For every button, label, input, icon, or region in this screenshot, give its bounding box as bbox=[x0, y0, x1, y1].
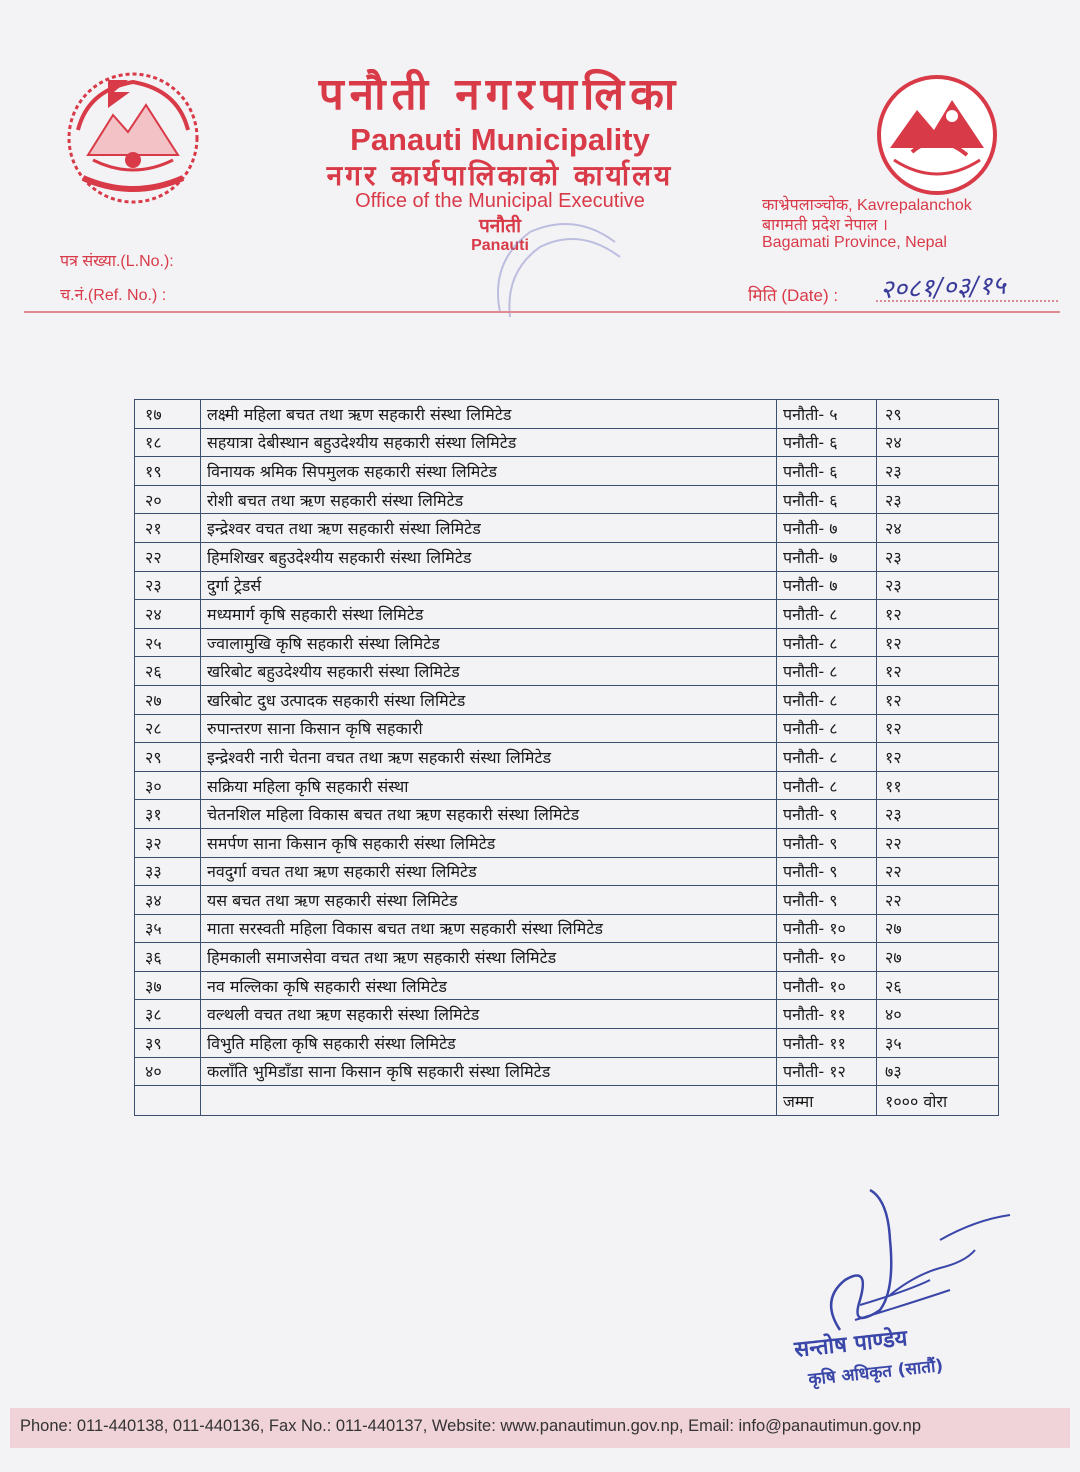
organization-name-cell: इन्द्रेश्वर वचत तथा ऋण सहकारी संस्था लिमिटेड bbox=[201, 514, 777, 543]
municipality-name-nepali: पनौती नगरपालिका bbox=[318, 69, 682, 120]
organization-name-cell: समर्पण साना किसान कृषि सहकारी संस्था लिमिटेड bbox=[201, 828, 777, 857]
quantity-cell: २२ bbox=[877, 886, 999, 915]
address-province-english: Bagamati Province, Nepal bbox=[762, 234, 947, 251]
serial-number-cell: १७ bbox=[135, 400, 201, 429]
address-district: काभ्रेपलाञ्चोक, Kavrepalanchok bbox=[762, 197, 972, 214]
organization-name-cell: नव मल्लिका कृषि सहकारी संस्था लिमिटेड bbox=[201, 971, 777, 1000]
organization-name-cell: नवदुर्गा वचत तथा ऋण सहकारी संस्था लिमिटेड bbox=[201, 857, 777, 886]
organization-name-cell: हिमकाली समाजसेवा वचत तथा ऋण सहकारी संस्था लिमिटेड bbox=[201, 943, 777, 972]
office-name-english: Office of the Municipal Executive bbox=[355, 190, 645, 212]
quantity-cell: २४ bbox=[877, 428, 999, 457]
serial-number-cell: २२ bbox=[135, 542, 201, 571]
total-empty-cell bbox=[135, 1086, 201, 1116]
total-label-cell: जम्मा bbox=[777, 1086, 877, 1116]
table-row bbox=[135, 685, 999, 714]
serial-number-cell: ३२ bbox=[135, 828, 201, 857]
serial-number-cell: ३६ bbox=[135, 943, 201, 972]
table-row bbox=[135, 400, 999, 429]
quantity-cell: २९ bbox=[877, 400, 999, 429]
quantity-cell: २३ bbox=[877, 457, 999, 486]
ward-cell: पनौती- ११ bbox=[777, 1029, 877, 1058]
organization-name-cell: रुपान्तरण साना किसान कृषि सहकारी bbox=[201, 714, 777, 743]
table-row bbox=[135, 743, 999, 772]
table-row bbox=[135, 485, 999, 514]
letterhead-divider bbox=[24, 311, 1060, 313]
quantity-cell: ३५ bbox=[877, 1029, 999, 1058]
table-row bbox=[135, 1029, 999, 1058]
organization-name-cell: वल्थली वचत तथा ऋण सहकारी संस्था लिमिटेड bbox=[201, 1000, 777, 1029]
organization-name-cell: यस बचत तथा ऋण सहकारी संस्था लिमिटेड bbox=[201, 886, 777, 915]
organization-name-cell: माता सरस्वती महिला विकास बचत तथा ऋण सहकारी संस्था लिमिटेड bbox=[201, 914, 777, 943]
table-row bbox=[135, 571, 999, 600]
ward-cell: पनौती- ५ bbox=[777, 400, 877, 429]
table-row bbox=[135, 771, 999, 800]
serial-number-cell: १८ bbox=[135, 428, 201, 457]
quantity-cell: २३ bbox=[877, 542, 999, 571]
signatory-designation: कृषि अधिकृत (सातौं) bbox=[807, 1355, 945, 1391]
organization-name-cell: हिमशिखर बहुउदेश्यीय सहकारी संस्था लिमिटेड bbox=[201, 542, 777, 571]
total-row bbox=[135, 1086, 999, 1116]
table-row bbox=[135, 457, 999, 486]
ward-cell: पनौती- ८ bbox=[777, 600, 877, 629]
organization-name-cell: ज्वालामुखि कृषि सहकारी संस्था लिमिटेड bbox=[201, 628, 777, 657]
ward-cell: पनौती- ८ bbox=[777, 771, 877, 800]
ward-cell: पनौती- ९ bbox=[777, 857, 877, 886]
ward-cell: पनौती- ७ bbox=[777, 514, 877, 543]
serial-number-cell: ३४ bbox=[135, 886, 201, 915]
place-name-nepali: पनौती bbox=[478, 215, 521, 237]
organization-name-cell: लक्ष्मी महिला बचत तथा ऋण सहकारी संस्था लिमिटेड bbox=[201, 400, 777, 429]
ward-cell: पनौती- १२ bbox=[777, 1057, 877, 1086]
quantity-cell: ४० bbox=[877, 1000, 999, 1029]
serial-number-cell: २७ bbox=[135, 685, 201, 714]
total-empty-cell bbox=[201, 1086, 777, 1116]
table-row bbox=[135, 600, 999, 629]
organization-name-cell: मध्यमार्ग कृषि सहकारी संस्था लिमिटेड bbox=[201, 600, 777, 629]
ward-cell: पनौती- ८ bbox=[777, 657, 877, 686]
ward-cell: पनौती- ७ bbox=[777, 542, 877, 571]
distribution-table bbox=[134, 399, 998, 1116]
place-name-english: Panauti bbox=[471, 237, 529, 254]
signatory-name: सन्तोष पाण्डेय bbox=[793, 1326, 909, 1363]
table-row bbox=[135, 828, 999, 857]
ward-cell: पनौती- ८ bbox=[777, 743, 877, 772]
serial-number-cell: १९ bbox=[135, 457, 201, 486]
quantity-cell: २७ bbox=[877, 943, 999, 972]
organization-name-cell: इन्द्रेश्वरी नारी चेतना वचत तथा ऋण सहकारी संस्था लिमिटेड bbox=[201, 743, 777, 772]
table-row bbox=[135, 714, 999, 743]
quantity-cell: २२ bbox=[877, 828, 999, 857]
quantity-cell: १२ bbox=[877, 657, 999, 686]
quantity-cell: २२ bbox=[877, 857, 999, 886]
serial-number-cell: ३७ bbox=[135, 971, 201, 1000]
ward-cell: पनौती- १० bbox=[777, 914, 877, 943]
ward-cell: पनौती- ९ bbox=[777, 886, 877, 915]
office-seal-stamp-icon bbox=[480, 212, 630, 322]
ward-cell: पनौती- ९ bbox=[777, 828, 877, 857]
organization-name-cell: सक्रिया महिला कृषि सहकारी संस्था bbox=[201, 771, 777, 800]
municipality-name-english: Panauti Municipality bbox=[350, 122, 650, 157]
table-row bbox=[135, 886, 999, 915]
serial-number-cell: २३ bbox=[135, 571, 201, 600]
organization-name-cell: खरिबोट बहुउदेश्यीय सहकारी संस्था लिमिटेड bbox=[201, 657, 777, 686]
organization-name-cell: चेतनशिल महिला विकास बचत तथा ऋण सहकारी संस्था लिमिटेड bbox=[201, 800, 777, 829]
ward-cell: पनौती- ८ bbox=[777, 714, 877, 743]
quantity-cell: २३ bbox=[877, 800, 999, 829]
serial-number-cell: २९ bbox=[135, 743, 201, 772]
quantity-cell: १२ bbox=[877, 685, 999, 714]
serial-number-cell: २६ bbox=[135, 657, 201, 686]
quantity-cell: १२ bbox=[877, 628, 999, 657]
organization-name-cell: विभुति महिला कृषि सहकारी संस्था लिमिटेड bbox=[201, 1029, 777, 1058]
table-row bbox=[135, 943, 999, 972]
serial-number-cell: २८ bbox=[135, 714, 201, 743]
table-row bbox=[135, 971, 999, 1000]
serial-number-cell: २५ bbox=[135, 628, 201, 657]
table-row bbox=[135, 1057, 999, 1086]
quantity-cell: २६ bbox=[877, 971, 999, 1000]
table-row bbox=[135, 428, 999, 457]
quantity-cell: ७३ bbox=[877, 1057, 999, 1086]
table-row bbox=[135, 514, 999, 543]
table-row bbox=[135, 857, 999, 886]
ward-cell: पनौती- ६ bbox=[777, 485, 877, 514]
table-row bbox=[135, 914, 999, 943]
ward-cell: पनौती- १० bbox=[777, 943, 877, 972]
ward-cell: पनौती- ७ bbox=[777, 571, 877, 600]
table-row bbox=[135, 800, 999, 829]
organization-name-cell: कलाँति भुमिडाँडा साना किसान कृषि सहकारी संस्था लिमिटेड bbox=[201, 1057, 777, 1086]
quantity-cell: २३ bbox=[877, 571, 999, 600]
serial-number-cell: ३० bbox=[135, 771, 201, 800]
serial-number-cell: ३५ bbox=[135, 914, 201, 943]
ward-cell: पनौती- १० bbox=[777, 971, 877, 1000]
ward-cell: पनौती- ९ bbox=[777, 800, 877, 829]
date-handwritten: २०८१/०३/१५ bbox=[879, 270, 1007, 306]
organization-name-cell: सहयात्रा देबीस्थान बहुउदेश्यीय सहकारी संस्था लिमिटेड bbox=[201, 428, 777, 457]
municipality-logo-icon bbox=[872, 70, 1002, 200]
organization-name-cell: रोशी बचत तथा ऋण सहकारी संस्था लिमिटेड bbox=[201, 485, 777, 514]
quantity-cell: २७ bbox=[877, 914, 999, 943]
address-province-nepali: बागमती प्रदेश नेपाल । bbox=[762, 217, 888, 234]
table-row bbox=[135, 628, 999, 657]
organization-name-cell: विनायक श्रमिक सिपमुलक सहकारी संस्था लिमिटेड bbox=[201, 457, 777, 486]
quantity-cell: १२ bbox=[877, 714, 999, 743]
serial-number-cell: ३९ bbox=[135, 1029, 201, 1058]
serial-number-cell: २४ bbox=[135, 600, 201, 629]
quantity-cell: २४ bbox=[877, 514, 999, 543]
quantity-cell: १२ bbox=[877, 600, 999, 629]
serial-number-cell: २१ bbox=[135, 514, 201, 543]
footer-contact-info: Phone: 011-440138, 011-440136, Fax No.: 011-440137, Website: www.panautimun.gov.np, Email: info@panautimun.gov.np bbox=[20, 1417, 921, 1435]
serial-number-cell: ४० bbox=[135, 1057, 201, 1086]
serial-number-cell: ३३ bbox=[135, 857, 201, 886]
quantity-cell: १२ bbox=[877, 743, 999, 772]
nepal-emblem-icon bbox=[58, 60, 208, 210]
letter-number-label: पत्र संख्या.(L.No.): bbox=[60, 253, 174, 270]
table-row bbox=[135, 542, 999, 571]
serial-number-cell: २० bbox=[135, 485, 201, 514]
ward-cell: पनौती- ६ bbox=[777, 457, 877, 486]
organization-name-cell: दुर्गा ट्रेडर्स bbox=[201, 571, 777, 600]
serial-number-cell: ३८ bbox=[135, 1000, 201, 1029]
table-row bbox=[135, 657, 999, 686]
quantity-cell: ११ bbox=[877, 771, 999, 800]
reference-number-label: च.नं.(Ref. No.) : bbox=[60, 287, 167, 304]
quantity-cell: २३ bbox=[877, 485, 999, 514]
serial-number-cell: ३१ bbox=[135, 800, 201, 829]
ward-cell: पनौती- ८ bbox=[777, 685, 877, 714]
ward-cell: पनौती- ११ bbox=[777, 1000, 877, 1029]
office-name-nepali: नगर कार्यपालिकाको कार्यालय bbox=[326, 159, 674, 192]
organization-name-cell: खरिबोट दुध उत्पादक सहकारी संस्था लिमिटेड bbox=[201, 685, 777, 714]
total-value-cell: १००० वोरा bbox=[877, 1086, 999, 1116]
table-row bbox=[135, 1000, 999, 1029]
ward-cell: पनौती- ६ bbox=[777, 428, 877, 457]
date-label: मिति (Date) : bbox=[748, 286, 839, 305]
ward-cell: पनौती- ८ bbox=[777, 628, 877, 657]
